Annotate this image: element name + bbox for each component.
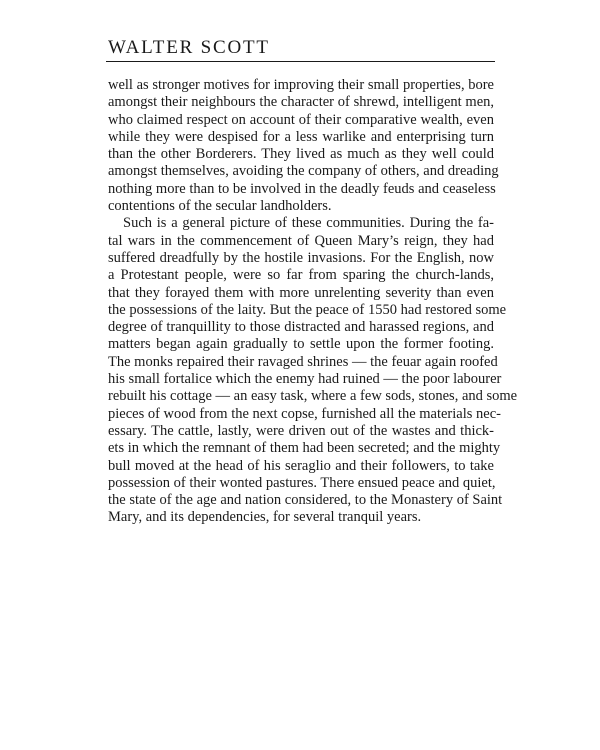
text-line: tal wars in the commencement of Queen Mary’s reign, they had (108, 232, 494, 249)
text-line: degree of tranquillity to those distracted and harassed regions, and (108, 319, 494, 336)
text-line: essary. The cattle, lastly, were driven out of the wastes and thick- (108, 422, 494, 439)
text-line: bull moved at the head of his seraglio and their followers, to take (108, 457, 494, 474)
text-line: pieces of wood from the next copse, furnished all the materials nec- (108, 405, 501, 422)
text-line: rebuilt his cottage — an easy task, where a few sods, stones, and some (108, 388, 518, 405)
text-line: possession of their wonted pastures. There ensued peace and quiet, (108, 474, 496, 491)
text-line: Such is a general picture of these communities. During the fa- (123, 215, 494, 232)
text-line: The monks repaired their ravaged shrines — the feuar again roofed (108, 353, 498, 370)
text-line: matters began again gradually to settle upon the former footing. (108, 336, 494, 353)
paragraph (108, 77, 499, 215)
text-line: the possessions of the laity. But the peace of 1550 had restored some (108, 301, 507, 318)
text-line: contentions of the secular landholders. (108, 198, 332, 215)
text-line: a Protestant people, were so far from sparing the church-lands, (108, 267, 494, 284)
text-line: nothing more than to be involved in the deadly feuds and ceaseless (108, 180, 496, 197)
paragraph (108, 215, 518, 526)
running-head: WALTER SCOTT (108, 37, 270, 58)
text-line: his small fortalice which the enemy had ruined — the poor labourer (108, 371, 502, 388)
header-rule (106, 61, 495, 62)
text-line: Mary, and its dependencies, for several tranquil years. (108, 509, 422, 526)
body-text (108, 77, 518, 527)
text-line: amongst their neighbours the character of shrewd, intelligent men, (108, 94, 494, 111)
text-line: well as stronger motives for improving their small properties, bore (108, 77, 494, 93)
text-line: while they were despised for a less warlike and enterprising turn (108, 128, 494, 145)
text-line: the state of the age and nation considered, to the Monastery of Saint (108, 492, 503, 509)
text-line: ets in which the remnant of them had been secreted; and the mighty (108, 440, 501, 457)
text-line: amongst themselves, avoiding the company of others, and dreading (108, 163, 499, 180)
text-line: that they forayed them with more unrelenting severity than even (108, 284, 494, 301)
text-line: than the other Borderers. They lived as much as they well could (108, 146, 494, 163)
text-line: who claimed respect on account of their comparative wealth, even (108, 111, 494, 128)
text-line: suffered dreadfully by the hostile invasions. For the English, now (108, 249, 494, 266)
